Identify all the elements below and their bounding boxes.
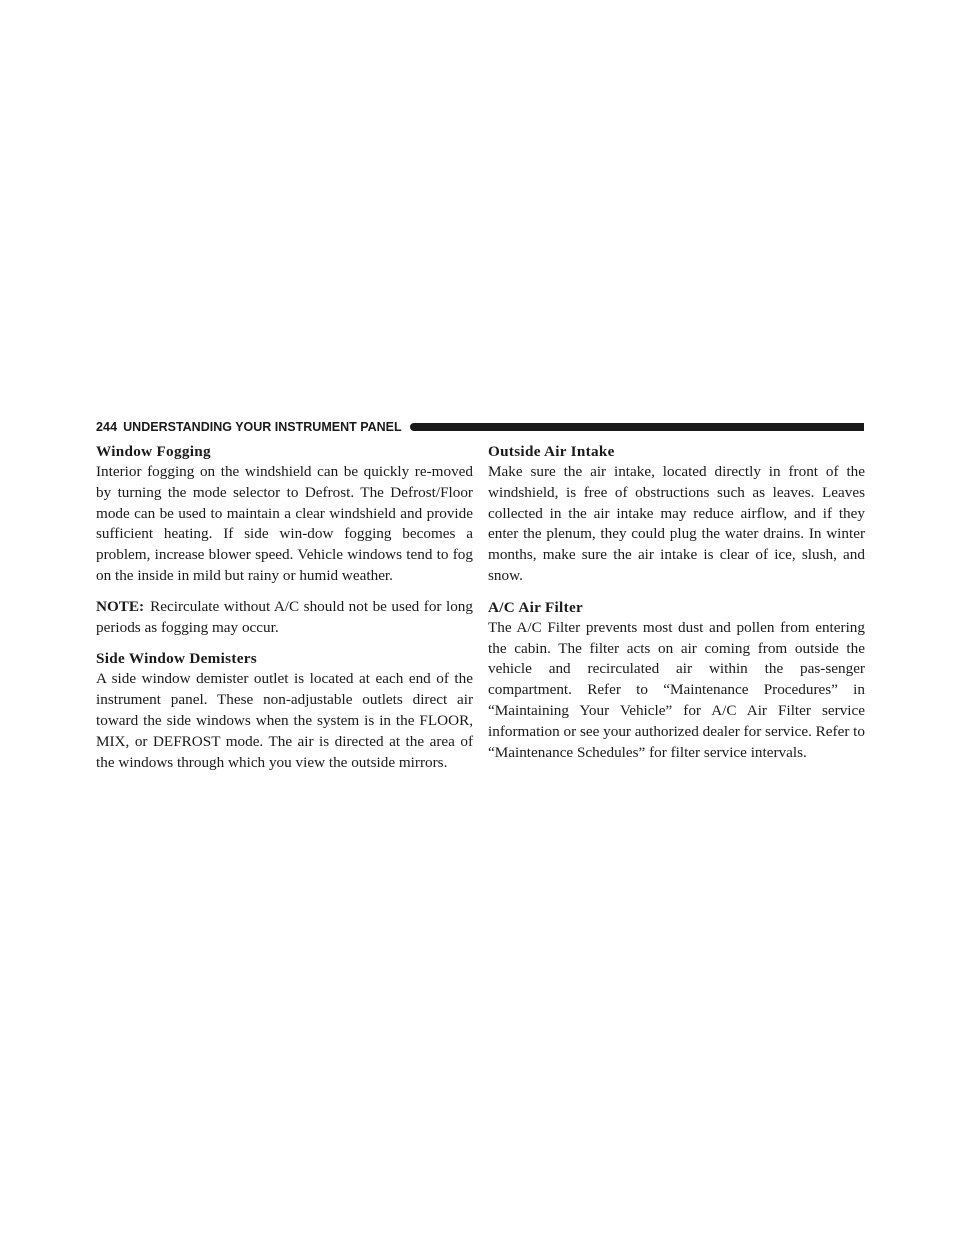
heading-ac-air-filter: A/C Air Filter	[488, 598, 584, 616]
right-column	[488, 441, 865, 763]
heading-window-fogging: Window Fogging	[96, 443, 211, 460]
body-side-window-demisters: A side window demister outlet is located at each end of the instrument panel. These non-adjustable outlets direct air toward the side windows when the system is in the FLOOR, MIX, or DEFROST mode. The air is directed at the area of the windows through which you view the outside mirrors.	[96, 670, 473, 771]
note-block	[96, 597, 473, 639]
body-outside-air-intake: Make sure the air intake, located directly in front of the windshield, is free of obstructions such as leaves. Leaves collected in the air intake may reduce airflow, and if they enter the plenum, they could plug the water drains. In winter months, make sure the air intake is clear of ice, slush, and snow.	[488, 463, 865, 584]
note-label: NOTE:	[96, 597, 145, 615]
section-side-window-demisters	[96, 648, 473, 773]
note-paragraph	[96, 597, 473, 639]
page-number: 244	[96, 420, 118, 434]
body-window-fogging: Interior fogging on the windshield can be quickly re-moved by turning the mode selector to Defrost. The Defrost/Floor mode can be used to maintain a clear windshield and provide sufficient heating. If side win-dow fogging becomes a problem, increase blower speed. Vehicle windows tend to fog on the inside in mild but rainy or humid weather.	[96, 463, 473, 584]
header-rule-bar	[410, 423, 864, 431]
section-window-fogging	[96, 441, 473, 587]
section-title: UNDERSTANDING YOUR INSTRUMENT PANEL	[123, 420, 402, 434]
left-column	[96, 441, 473, 773]
section-ac-air-filter	[488, 597, 865, 764]
section-outside-air-intake	[488, 441, 865, 587]
heading-side-window-demisters: Side Window Demisters	[96, 650, 257, 668]
note-text: Recirculate without A/C should not be used for long periods as fogging may occur.	[96, 597, 473, 636]
body-ac-air-filter: The A/C Filter prevents most dust and pollen from entering the cabin. The filter acts on air coming from outside the vehicle and recirculated air within the pas-senger compartment. Refer to “Maintenance Procedures” in “Maintaining Your Vehicle” for A/C Air Filter service information or see your authorized dealer for service. Refer to “Maintenance Schedules” for filter service intervals.	[488, 618, 865, 761]
heading-outside-air-intake: Outside Air Intake	[488, 443, 615, 460]
page-header	[96, 419, 864, 435]
